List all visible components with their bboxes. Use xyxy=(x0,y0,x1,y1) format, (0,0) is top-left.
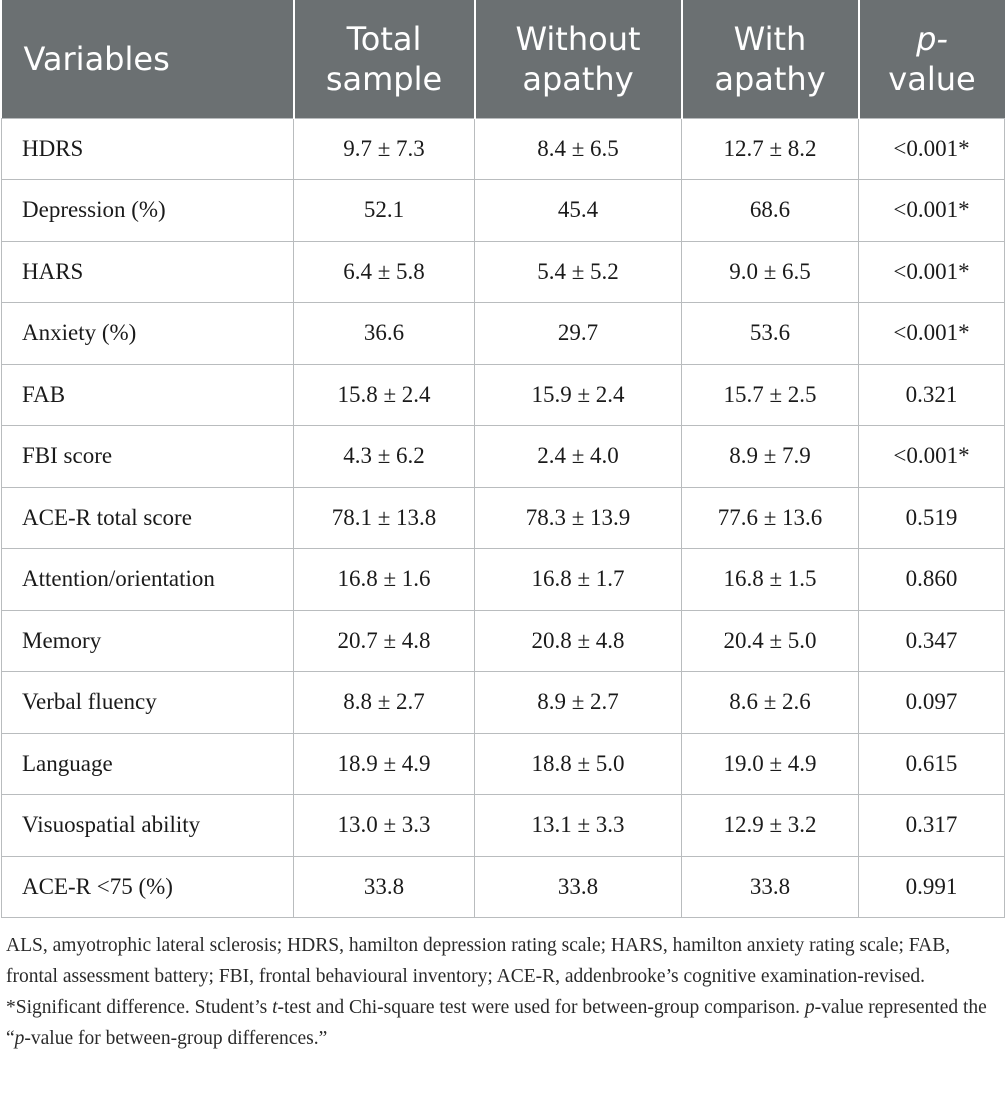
cell-total-sample: 33.8 xyxy=(294,856,475,918)
header-with-line2: apathy xyxy=(714,59,826,98)
header-without-line1: Without xyxy=(515,19,641,58)
cell-with-apathy: 8.9 ± 7.9 xyxy=(682,426,859,488)
cell-with-apathy: 9.0 ± 6.5 xyxy=(682,241,859,303)
cell-p-value: <0.001* xyxy=(859,118,1005,180)
table-footnote xyxy=(0,918,1005,1054)
cell-without-apathy: 2.4 ± 4.0 xyxy=(475,426,682,488)
cell-total-sample: 78.1 ± 13.8 xyxy=(294,487,475,549)
cell-variable: FBI score xyxy=(2,426,294,488)
table-row xyxy=(2,610,1005,672)
cell-variable: Depression (%) xyxy=(2,180,294,242)
cell-total-sample: 16.8 ± 1.6 xyxy=(294,549,475,611)
cell-p-value: <0.001* xyxy=(859,180,1005,242)
cell-without-apathy: 78.3 ± 13.9 xyxy=(475,487,682,549)
cell-without-apathy: 29.7 xyxy=(475,303,682,365)
cell-with-apathy: 12.7 ± 8.2 xyxy=(682,118,859,180)
table-row xyxy=(2,241,1005,303)
cell-total-sample: 15.8 ± 2.4 xyxy=(294,364,475,426)
cell-variable: FAB xyxy=(2,364,294,426)
footnote-part3: -value represented the “ xyxy=(6,997,987,1049)
table-row xyxy=(2,795,1005,857)
footnote-p-italic2: p xyxy=(14,1028,25,1049)
cell-p-value: 0.860 xyxy=(859,549,1005,611)
footnote-part4: -value for between-group differences.” xyxy=(24,1028,328,1049)
header-p-value xyxy=(859,0,1005,118)
cell-with-apathy: 8.6 ± 2.6 xyxy=(682,672,859,734)
cell-p-value: 0.519 xyxy=(859,487,1005,549)
cell-total-sample: 4.3 ± 6.2 xyxy=(294,426,475,488)
cell-with-apathy: 12.9 ± 3.2 xyxy=(682,795,859,857)
cell-variable: ACE-R total score xyxy=(2,487,294,549)
header-p-line2: value xyxy=(888,59,976,98)
table-row xyxy=(2,733,1005,795)
cell-with-apathy: 33.8 xyxy=(682,856,859,918)
header-total-sample xyxy=(294,0,475,118)
footnote-t-italic: t xyxy=(272,997,278,1018)
cell-p-value: 0.097 xyxy=(859,672,1005,734)
footnote-part1: ALS, amyotrophic lateral sclerosis; HDRS, hamilton depression rating scale; HARS, hamilton anxiety rating scale; FAB, frontal assessment battery; FBI, frontal behavioural inventory; ACE-R, addenbrooke’s cognitive examination-revised. *Significant difference. Student’s xyxy=(6,935,951,1018)
cell-total-sample: 8.8 ± 2.7 xyxy=(294,672,475,734)
cell-variable: HDRS xyxy=(2,118,294,180)
footnote-part2: -test and Chi-square test were used for between-group comparison. xyxy=(277,997,805,1018)
cell-variable: Attention/orientation xyxy=(2,549,294,611)
cell-p-value: 0.615 xyxy=(859,733,1005,795)
cell-variable: Anxiety (%) xyxy=(2,303,294,365)
cell-p-value: 0.347 xyxy=(859,610,1005,672)
cell-p-value: 0.321 xyxy=(859,364,1005,426)
cell-total-sample: 20.7 ± 4.8 xyxy=(294,610,475,672)
table-row xyxy=(2,672,1005,734)
cell-with-apathy: 20.4 ± 5.0 xyxy=(682,610,859,672)
cell-variable: Language xyxy=(2,733,294,795)
table-row xyxy=(2,426,1005,488)
cell-p-value: <0.001* xyxy=(859,426,1005,488)
cell-with-apathy: 16.8 ± 1.5 xyxy=(682,549,859,611)
table-row xyxy=(2,487,1005,549)
cell-without-apathy: 20.8 ± 4.8 xyxy=(475,610,682,672)
cell-without-apathy: 13.1 ± 3.3 xyxy=(475,795,682,857)
cell-p-value: 0.991 xyxy=(859,856,1005,918)
header-p-line1: p- xyxy=(916,19,948,58)
cell-without-apathy: 33.8 xyxy=(475,856,682,918)
header-row xyxy=(2,0,1005,118)
cell-with-apathy: 53.6 xyxy=(682,303,859,365)
cell-total-sample: 36.6 xyxy=(294,303,475,365)
table-row xyxy=(2,118,1005,180)
table-header xyxy=(2,0,1005,118)
header-without-line2: apathy xyxy=(522,59,634,98)
cell-without-apathy: 45.4 xyxy=(475,180,682,242)
header-with-line1: With xyxy=(733,19,807,58)
cell-variable: Memory xyxy=(2,610,294,672)
cell-with-apathy: 68.6 xyxy=(682,180,859,242)
cell-without-apathy: 16.8 ± 1.7 xyxy=(475,549,682,611)
cell-without-apathy: 18.8 ± 5.0 xyxy=(475,733,682,795)
cell-without-apathy: 5.4 ± 5.2 xyxy=(475,241,682,303)
table-row xyxy=(2,549,1005,611)
cell-total-sample: 13.0 ± 3.3 xyxy=(294,795,475,857)
cell-p-value: 0.317 xyxy=(859,795,1005,857)
cell-p-value: <0.001* xyxy=(859,241,1005,303)
cell-variable: HARS xyxy=(2,241,294,303)
table-row xyxy=(2,856,1005,918)
header-total-line1: Total xyxy=(346,19,422,58)
cell-with-apathy: 19.0 ± 4.9 xyxy=(682,733,859,795)
cell-variable: Verbal fluency xyxy=(2,672,294,734)
cell-total-sample: 52.1 xyxy=(294,180,475,242)
cell-with-apathy: 15.7 ± 2.5 xyxy=(682,364,859,426)
cell-total-sample: 9.7 ± 7.3 xyxy=(294,118,475,180)
cell-variable: ACE-R <75 (%) xyxy=(2,856,294,918)
table-row xyxy=(2,303,1005,365)
cell-without-apathy: 15.9 ± 2.4 xyxy=(475,364,682,426)
header-variables-text: Variables xyxy=(23,39,170,78)
header-without-apathy xyxy=(475,0,682,118)
table-body xyxy=(2,118,1005,918)
footnote-p-italic: p xyxy=(804,997,815,1018)
cell-total-sample: 18.9 ± 4.9 xyxy=(294,733,475,795)
cell-variable: Visuospatial ability xyxy=(2,795,294,857)
header-variables xyxy=(2,0,294,118)
cell-without-apathy: 8.4 ± 6.5 xyxy=(475,118,682,180)
header-with-apathy xyxy=(682,0,859,118)
cell-with-apathy: 77.6 ± 13.6 xyxy=(682,487,859,549)
results-table xyxy=(1,0,1005,918)
table-row xyxy=(2,364,1005,426)
header-total-line2: sample xyxy=(325,59,443,98)
cell-without-apathy: 8.9 ± 2.7 xyxy=(475,672,682,734)
cell-total-sample: 6.4 ± 5.8 xyxy=(294,241,475,303)
table-row xyxy=(2,180,1005,242)
cell-p-value: <0.001* xyxy=(859,303,1005,365)
